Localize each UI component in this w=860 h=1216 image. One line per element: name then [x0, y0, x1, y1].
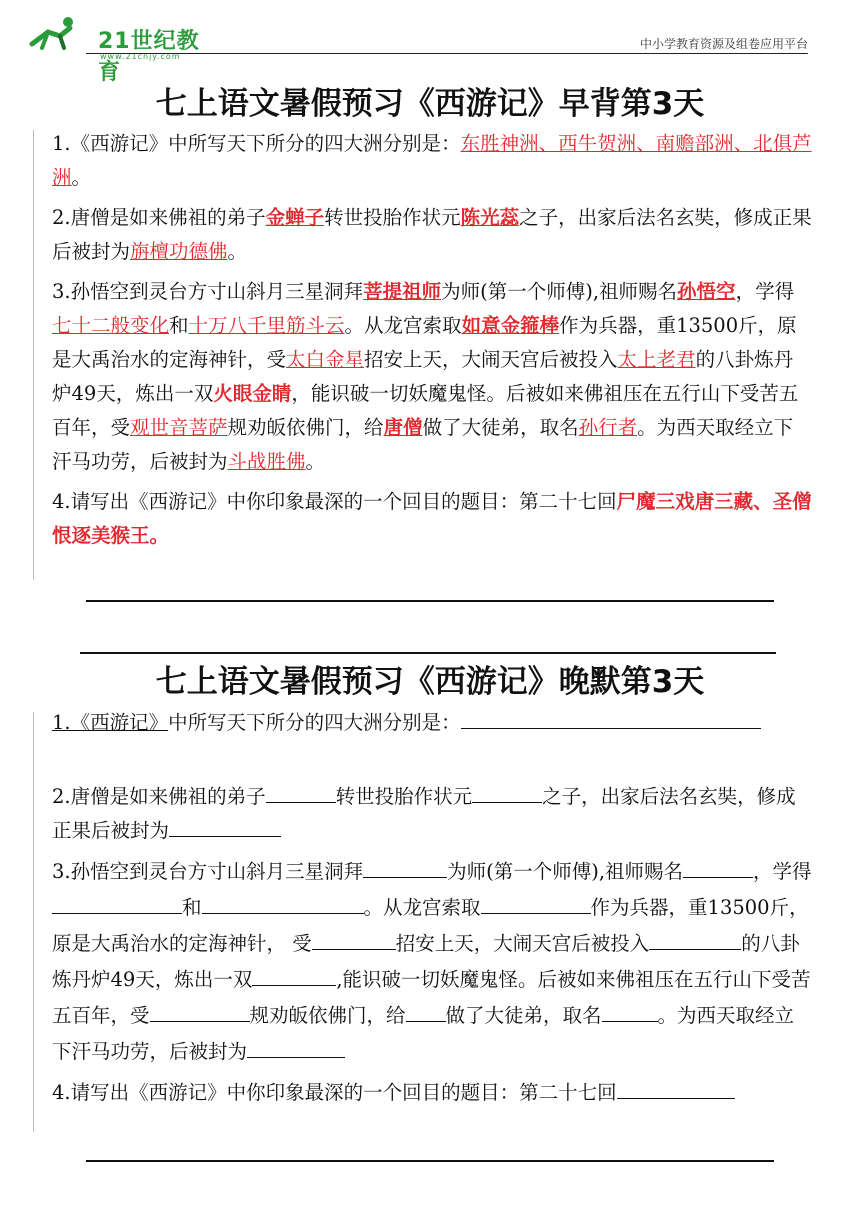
evening-q2: 2.唐僧是如来佛祖的弟子 转世投胎作状元 之子，出家后法名玄奘，修成正果后被封为 [52, 785, 796, 842]
answer: 七十二般变化 [52, 314, 170, 337]
answer: 斗战胜佛 [227, 450, 306, 473]
fill-blank[interactable] [363, 859, 447, 878]
morning-q4: 4.请写出《西游记》中你印象最深的一个回目的题目：第二十七回尸魔三戏唐三藏、圣僧恨逐美猴王。 [52, 490, 812, 547]
section-divider [86, 600, 774, 602]
fill-blank[interactable] [169, 818, 281, 837]
answer: 陈光蕊 [460, 206, 520, 229]
evening-q1: 1.《西游记》中所写天下所分的四大洲分别是： [52, 706, 812, 740]
morning-q2: 2.唐僧是如来佛祖的弟子金蝉子转世投胎作状元陈光蕊之子，出家后法名玄奘，修成正果后被封为旃檀功德佛。 [52, 206, 812, 263]
answer: 太上老君 [617, 348, 696, 371]
evening-q4: 4.请写出《西游记》中你印象最深的一个回目的题目：第二十七回 [52, 1076, 812, 1110]
answer: 孙行者 [578, 416, 638, 439]
answer: 太白金星 [286, 348, 365, 371]
answer: 火眼金睛 [213, 382, 292, 405]
fill-blank[interactable] [617, 1080, 735, 1099]
answer: 旃檀功德佛 [130, 240, 228, 263]
fill-blank[interactable] [649, 931, 741, 950]
evening-title: 七上语文暑假预习《西游记》晚默第3天 [155, 664, 705, 700]
runner-logo-icon [24, 14, 84, 52]
answer: 如意金箍棒 [461, 314, 560, 337]
logo-text: 21世纪教育 [98, 29, 200, 85]
fill-blank[interactable] [150, 1003, 250, 1022]
morning-section [52, 127, 812, 559]
morning-title: 七上语文暑假预习《西游记》早背第3天 [155, 86, 705, 122]
evening-section [52, 706, 812, 1116]
fill-blank[interactable] [202, 895, 364, 914]
answer: 菩提祖师 [363, 280, 442, 303]
fill-blank[interactable] [472, 784, 542, 803]
section-divider [80, 652, 776, 654]
fill-blank[interactable] [252, 967, 336, 986]
margin-bar [33, 130, 34, 580]
logo-url: www.21cnjy.com [100, 52, 181, 61]
morning-q3: 3.孙悟空到灵台方寸山斜月三星洞拜菩提祖师为师(第一个师傅),祖师赐名孙悟空，学得七十二般变化和十万八千里筋斗云。从龙宫索取如意金箍棒作为兵器，重13500斤，原是大禹治水的定海神针，受太白金星招安上天，大闹天宫后被投入太上老君的八卦炼丹炉49天，炼出一双火眼金睛，能识破一切妖魔鬼怪。后被如来佛祖压在五行山下受苦五百年，受观世音菩萨规劝皈依佛门，给唐僧做了大徒弟，取名孙行者。为西天取经立下汗马功劳，后被封为斗战胜佛。 [52, 280, 799, 473]
fill-blank[interactable] [247, 1039, 345, 1058]
answer: 东胜神洲、西牛贺洲、南赡部洲、北俱芦洲 [52, 132, 812, 189]
evening-q3: 3.孙悟空到灵台方寸山斜月三星洞拜 为师(第一个师傅),祖师赐名 ，学得和 。从龙宫索取 作为兵器，重13500斤，原是大禹治水的定海神针， 受 招安上天，大闹天宫后被投入 的八卦炼丹炉49天，炼出一双 ,能识破一切妖魔鬼怪。后被如来佛祖压在五行山下受苦五百年，受 规劝皈依佛门，给 做了大徒弟，取名 。为西天取经立下汗马功劳，后被封为 [52, 860, 812, 1063]
header-divider [86, 53, 808, 54]
section-divider [86, 1160, 774, 1162]
morning-q1: 1.《西游记》中所写天下所分的四大洲分别是：东胜神洲、西牛贺洲、南赡部洲、北俱芦洲。 [52, 132, 812, 189]
answer: 唐僧 [383, 416, 423, 439]
fill-blank[interactable] [406, 1003, 446, 1022]
logo [24, 14, 204, 85]
fill-blank[interactable] [52, 895, 182, 914]
fill-blank[interactable] [312, 931, 396, 950]
header-platform-text: 中小学教育资源及组卷应用平台 [639, 37, 808, 51]
answer: 金蝉子 [265, 206, 325, 229]
answer: 观世音菩萨 [130, 416, 228, 439]
fill-blank[interactable] [266, 784, 336, 803]
fill-blank[interactable] [683, 859, 753, 878]
fill-blank[interactable] [481, 895, 591, 914]
fill-blank[interactable] [602, 1003, 658, 1022]
margin-bar [33, 712, 34, 1132]
answer: 尸魔三戏唐三藏、圣僧恨逐美猴王。 [52, 490, 812, 547]
fill-blank[interactable] [461, 710, 761, 729]
answer: 十万八千里筋斗云 [188, 314, 345, 337]
answer: 孙悟空 [677, 280, 736, 303]
